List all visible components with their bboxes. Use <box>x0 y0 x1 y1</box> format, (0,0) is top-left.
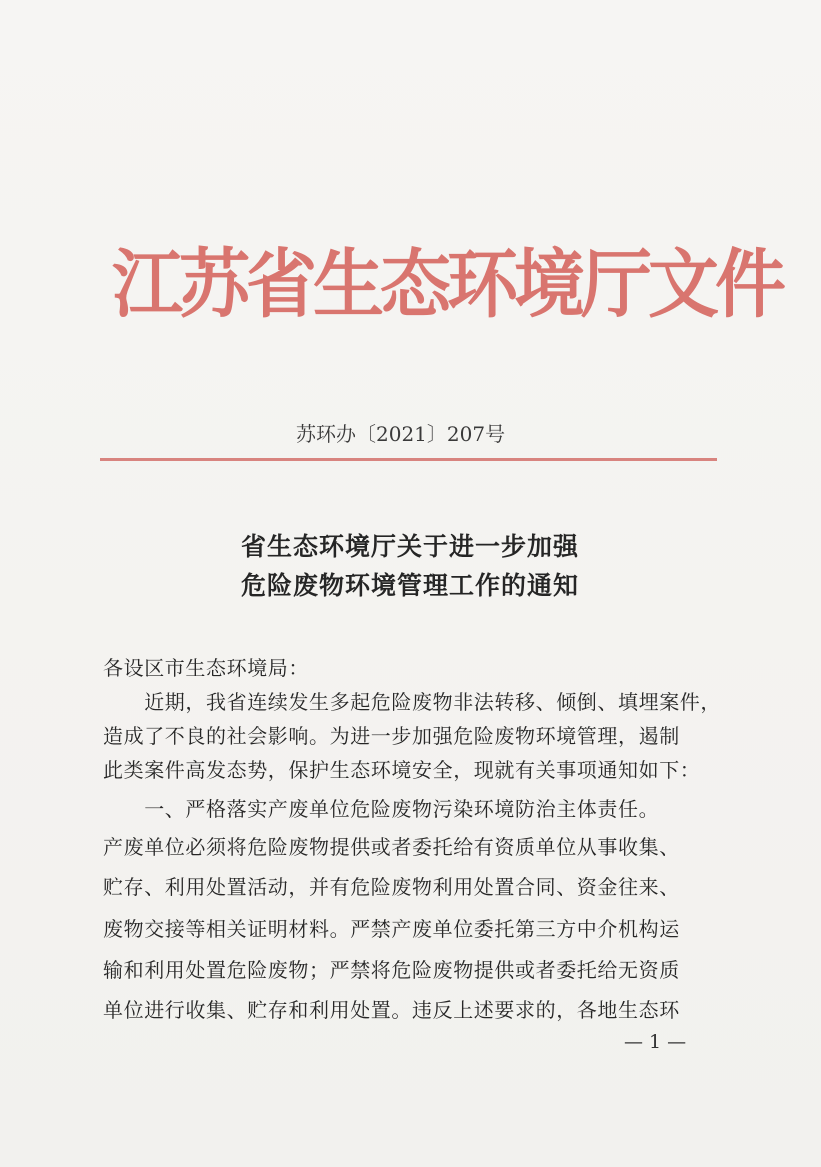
body-line-4: 一、严格落实产废单位危险废物污染环境防治主体责任。 <box>103 797 660 821</box>
body-line-8: 输和利用处置危险废物；严禁将危险废物提供或者委托给无资质 <box>103 958 680 982</box>
body-line-9: 单位进行收集、贮存和利用处置。违反上述要求的，各地生态环 <box>103 998 680 1022</box>
salutation: 各设区市生态环境局： <box>103 656 309 680</box>
body-line-5: 产废单位必须将危险废物提供或者委托给有资质单位从事收集、 <box>103 835 680 859</box>
notice-title-line-1: 省生态环境厅关于进一步加强 <box>240 532 579 561</box>
issuer-header-title: 江苏省生态环境厅文件 <box>112 240 783 329</box>
body-line-6: 贮存、利用处置活动，并有危险废物利用处置合同、资金往来、 <box>103 875 680 899</box>
page-number: — 1 — <box>624 1031 687 1053</box>
body-line-1: 近期，我省连续发生多起危险废物非法转移、倾倒、填埋案件， <box>103 690 721 714</box>
body-line-3: 此类案件高发态势，保护生态环境安全，现就有关事项通知如下： <box>103 758 701 782</box>
body-line-7: 废物交接等相关证明材料。严禁产废单位委托第三方中介机构运 <box>103 917 680 941</box>
notice-title-line-2: 危险废物环境管理工作的通知 <box>240 571 579 600</box>
document-number: 苏环办〔2021〕207号 <box>296 422 506 446</box>
red-divider-line <box>100 458 717 461</box>
body-line-2: 造成了不良的社会影响。为进一步加强危险废物环境管理，遏制 <box>103 724 680 748</box>
